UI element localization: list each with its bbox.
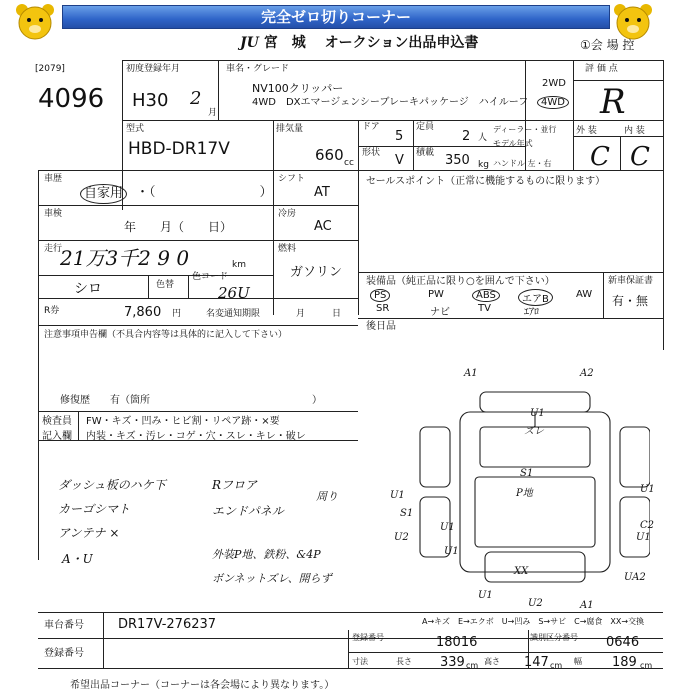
venue: 宮 城 — [263, 35, 306, 51]
mark-11: U2 — [394, 532, 409, 543]
color-value: シロ — [74, 281, 102, 297]
recycle-unit: 円 — [172, 309, 182, 319]
fuel-value: ガソリン — [290, 265, 343, 280]
mark-10: S1 — [400, 508, 414, 519]
inspection-label: 車検 — [44, 209, 63, 219]
mileage-label: 走行 — [44, 244, 63, 254]
car-grade: 4WD DXエマージェンシーブレーキパッケージ ハイルーフ — [252, 97, 529, 108]
equip-abs: ABS — [472, 289, 500, 302]
note-right-2: エンドパネル — [212, 504, 284, 518]
shift-value: AT — [314, 185, 330, 200]
capacity-unit: 人 — [478, 133, 488, 143]
mark-5: S1 — [520, 468, 534, 479]
mark-3: U1 — [530, 408, 545, 419]
warranty-value: 有・無 — [612, 294, 649, 308]
copy-label: ①会 場 控 — [580, 38, 635, 52]
cm-1: cm — [466, 661, 479, 670]
inspector-line2: 内装・キズ・汚レ・コゲ・穴・スレ・キレ・破レ — [86, 431, 306, 442]
car-name: NV100クリッパー — [252, 82, 344, 95]
lot-number: 4096 — [38, 84, 105, 114]
mark-16: UA2 — [624, 572, 646, 583]
load-value: 350 — [445, 153, 470, 168]
mark-17: U1 — [478, 590, 493, 601]
grade-value: R — [600, 82, 626, 122]
mark-13: C2 — [640, 520, 655, 531]
ref-code: [2079] — [35, 64, 65, 74]
mark-12: U1 — [440, 522, 455, 533]
name-change-label: 名変通知期限 月 日 — [206, 309, 342, 319]
note-right-side: 周り — [316, 490, 338, 503]
registration-month: 2 — [190, 88, 202, 109]
width-value: 189 — [612, 655, 637, 670]
mark-14: U1 — [636, 532, 651, 543]
banner: 完全ゼロ切りコーナー — [62, 5, 610, 29]
recycle-value: 7,860 — [124, 305, 162, 320]
interior-label: 内 装 — [624, 126, 645, 136]
inspector-line1: FW・キズ・凹み・ヒビ割・リペア跡・×要 — [86, 416, 280, 427]
length-label: 長さ — [396, 657, 412, 666]
height-value: 147 — [524, 655, 549, 670]
brand-logo: JU — [240, 35, 259, 51]
size-label: 寸法 — [352, 657, 368, 666]
exterior-value: C — [590, 142, 610, 172]
history-label: 車歴 — [44, 174, 63, 184]
capacity-label: 定員 — [416, 122, 435, 132]
inspector-label: 検査員 — [42, 416, 72, 427]
record-label: 記入欄 — [42, 431, 72, 442]
verify-value: 18016 — [436, 635, 478, 650]
chassis-label: 車台番号 — [44, 620, 84, 631]
equip-navi: ナビ — [430, 307, 450, 318]
capacity-value: 2 — [462, 129, 471, 144]
equipment-label: 装備品（純正品に限り○を囲んで下さい） — [366, 276, 555, 287]
dealer-label: ディーラー・並行 — [493, 125, 557, 134]
mark-8: U1 — [390, 490, 405, 501]
cm-2: cm — [550, 661, 563, 670]
length-value: 339 — [440, 655, 465, 670]
history-other: ・（ ） — [136, 185, 273, 200]
mark-1: A1 — [464, 368, 478, 379]
equip-tv: TV — [478, 303, 491, 314]
equip-aw: AW — [576, 289, 593, 300]
fuel-label: 燃料 — [278, 244, 297, 254]
after-label: 後日品 — [366, 321, 396, 332]
displacement-unit: cc — [344, 158, 354, 168]
cert-label: 識別区分番号 — [530, 633, 578, 642]
month-unit: 月 — [208, 108, 218, 118]
drive-2wd: 2WD — [542, 78, 566, 89]
repair-close: ） — [312, 395, 322, 406]
mark-2: A2 — [580, 368, 594, 379]
grade-label: 評 価 点 — [585, 64, 618, 74]
mark-15: U1 — [444, 546, 459, 557]
color-code: 26U — [218, 284, 250, 302]
doc-name: オークション出品申込書 — [324, 35, 479, 51]
car-name-label: 車名・グレード — [226, 64, 290, 74]
color-code-label: 色コード — [192, 272, 229, 282]
note-right-4: ボンネットズレ、開らず — [212, 572, 332, 585]
aircon-label: 冷房 — [278, 209, 297, 219]
repair-label: 修復歴 有（箇所 — [60, 395, 150, 406]
shape-value: V — [395, 153, 404, 168]
chassis-value: DR17V-276237 — [118, 617, 217, 632]
equip-airbag: エアB — [518, 289, 553, 306]
mark-4: ズレ — [524, 426, 544, 437]
wish-corner: 希望出品コーナー（コーナーは各会場により異なります。） — [70, 680, 335, 691]
note-left-3: アンテナ × — [58, 526, 120, 540]
registration-label: 初度登録年月 — [126, 64, 181, 74]
handle-label: ハンドル 左・右 — [493, 159, 552, 168]
aircon-value: AC — [314, 219, 332, 234]
note-left-2: カーゴシマト — [58, 502, 131, 516]
drive-4wd: 4WD — [537, 96, 569, 109]
mark-19: A1 — [580, 600, 594, 611]
note-left-4: A・U — [62, 552, 93, 566]
model-year-label: モデル年式 — [493, 139, 533, 148]
bear-mascot-icon — [12, 2, 58, 42]
note-right-3: 外装P地、鉄粉、&4P — [212, 548, 321, 561]
warranty-label: 新車保証書 — [608, 276, 654, 286]
load-label: 積載 — [416, 148, 435, 158]
height-label: 高さ — [484, 657, 500, 666]
history-value: 自家用 — [80, 184, 127, 204]
equip-aero: ｴｱﾛ — [524, 307, 539, 318]
mark-9: U1 — [640, 484, 655, 495]
mileage-unit: km — [232, 260, 246, 270]
mark-18: U2 — [528, 598, 543, 609]
note-right-1: Rフロア — [212, 478, 258, 492]
mark-6: P地 — [516, 488, 533, 499]
equip-pw: PW — [428, 289, 444, 300]
mileage-value: 21万3千2 9 0 — [60, 246, 190, 270]
shift-label: シフト — [278, 174, 306, 184]
verify-label: 登録番号 — [352, 633, 384, 642]
reg-label: 登録番号 — [44, 648, 84, 659]
mark-7: XX — [514, 566, 529, 577]
model-label: 型式 — [126, 124, 145, 134]
cert-value: 0646 — [606, 635, 640, 650]
model-value: HBD-DR17V — [128, 139, 230, 159]
displacement-value: 660 — [315, 146, 344, 164]
cm-3: cm — [640, 661, 653, 670]
inspection-value: 年 月（ 日） — [124, 220, 233, 234]
registration-era: H30 — [132, 90, 169, 111]
color-change-label: 色替 — [156, 280, 175, 290]
recycle-label: R券 — [44, 306, 60, 316]
load-unit: kg — [478, 160, 489, 170]
equip-sr: SR — [376, 303, 390, 314]
exterior-label: 外 装 — [576, 126, 597, 136]
displacement-label: 排気量 — [276, 124, 304, 134]
notes-label: 注意事項申告欄（不具合内容等は具体的に記入して下さい） — [44, 330, 288, 340]
doors-value: 5 — [395, 129, 404, 144]
width-label: 幅 — [574, 657, 582, 666]
sales-point-label: セールスポイント（正常に機能するものに限ります） — [366, 176, 606, 187]
equip-ps: PS — [370, 289, 390, 302]
doors-label: ドア — [362, 122, 380, 132]
interior-value: C — [630, 142, 650, 172]
shape-label: 形状 — [362, 148, 381, 158]
damage-legend: A→キズ E→エクボ U→凹み S→サビ C→腐食 XX→交換 — [422, 617, 645, 626]
note-left-1: ダッシュ板のハケ下 — [58, 478, 166, 492]
